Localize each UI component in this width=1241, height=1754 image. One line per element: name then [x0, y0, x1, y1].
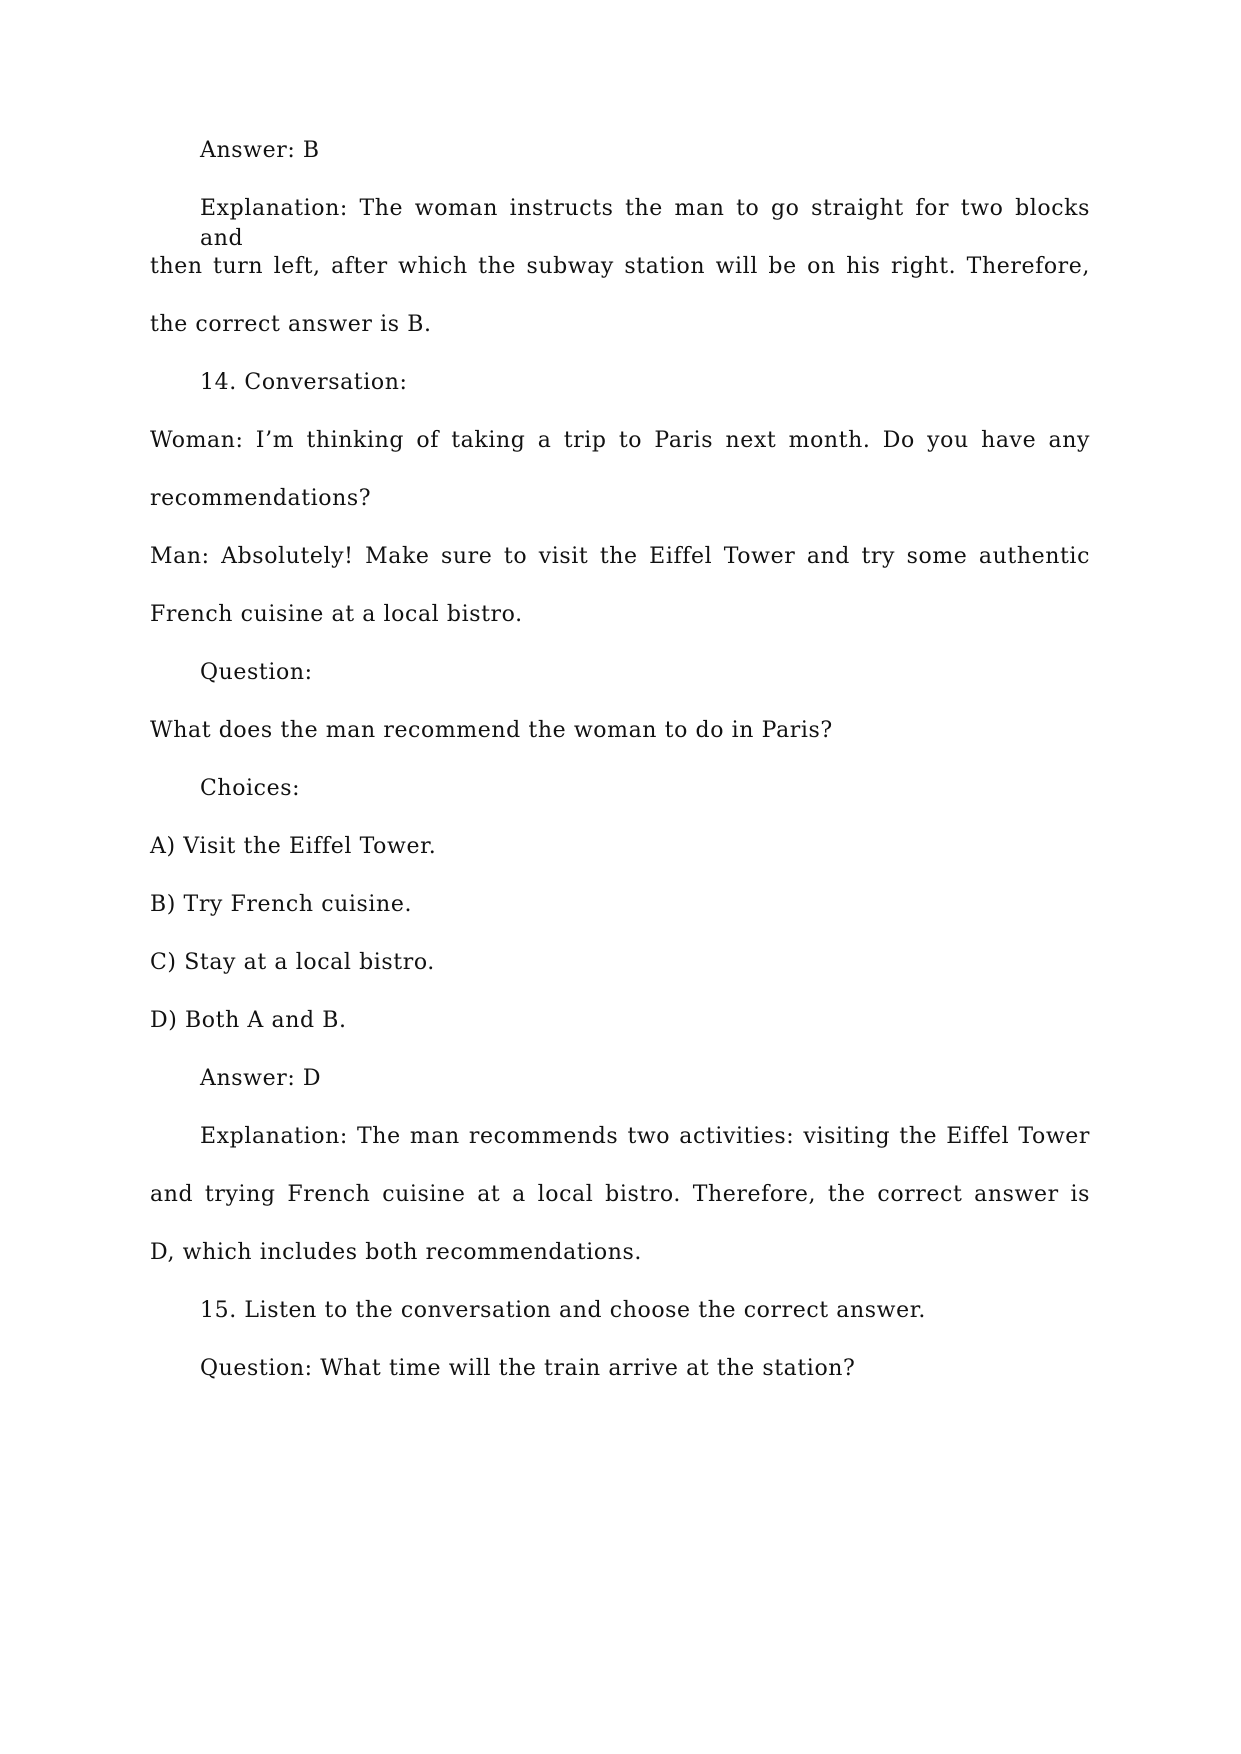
- q13-explanation-line-1: Explanation: The woman instructs the man to go straight for two blocks and: [200, 196, 1090, 251]
- q14-choices-label: Choices:: [200, 776, 301, 801]
- q13-explanation-line-3: the correct answer is B.: [150, 312, 432, 337]
- q14-choice-d: D) Both A and B.: [150, 1008, 347, 1033]
- q14-woman-line-2: recommendations?: [150, 486, 372, 511]
- q15-heading: 15. Listen to the conversation and choose the correct answer.: [200, 1298, 926, 1323]
- q13-answer: Answer: B: [200, 138, 320, 163]
- q14-woman-line-1: Woman: I’m thinking of taking a trip to Paris next month. Do you have any: [150, 428, 1090, 453]
- q14-man-line-2: French cuisine at a local bistro.: [150, 602, 523, 627]
- q14-explanation-line-3: D, which includes both recommendations.: [150, 1240, 642, 1265]
- q14-question-text: What does the man recommend the woman to do in Paris?: [150, 718, 833, 743]
- q14-choice-c: C) Stay at a local bistro.: [150, 950, 435, 975]
- q14-explanation-line-1: Explanation: The man recommends two activities: visiting the Eiffel Tower: [200, 1124, 1090, 1149]
- q14-answer: Answer: D: [200, 1066, 322, 1091]
- q14-question-label: Question:: [200, 660, 313, 685]
- q14-heading: 14. Conversation:: [200, 370, 408, 395]
- q14-choice-a: A) Visit the Eiffel Tower.: [150, 834, 437, 859]
- q14-explanation-line-2: and trying French cuisine at a local bistro. Therefore, the correct answer is: [150, 1182, 1090, 1207]
- q14-man-line-1: Man: Absolutely! Make sure to visit the Eiffel Tower and try some authentic: [150, 544, 1090, 569]
- q15-question: Question: What time will the train arrive at the station?: [200, 1356, 856, 1381]
- q13-explanation-line-2: then turn left, after which the subway station will be on his right. Therefore,: [150, 254, 1090, 279]
- q14-choice-b: B) Try French cuisine.: [150, 892, 413, 917]
